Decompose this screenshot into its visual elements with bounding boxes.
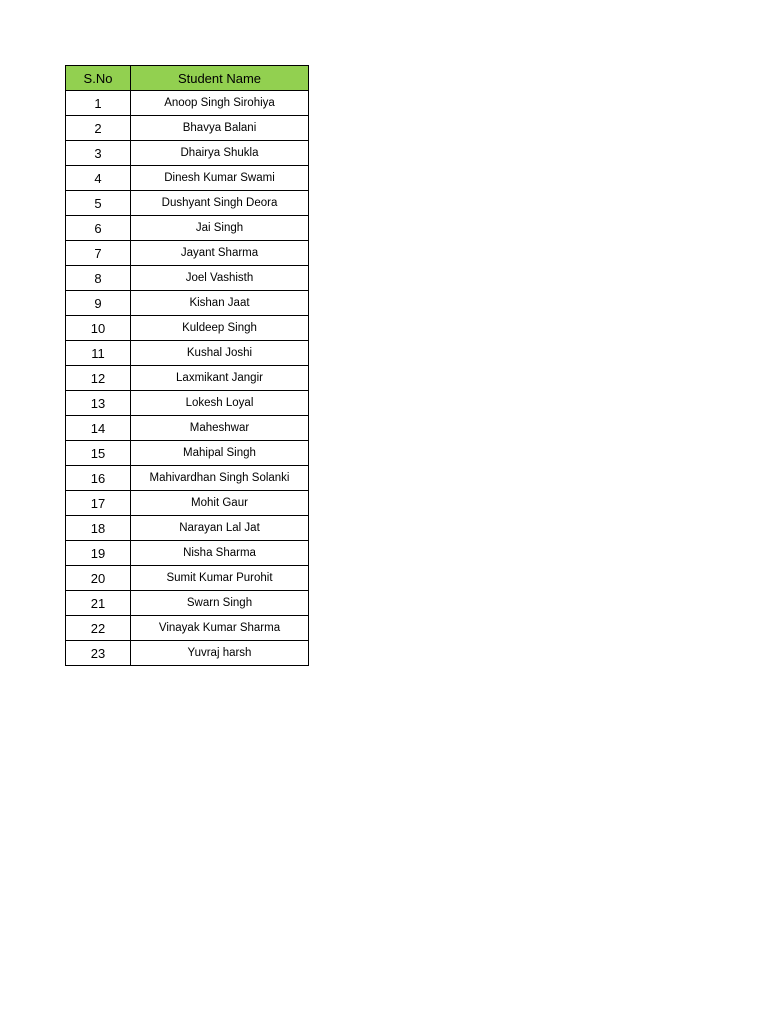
cell-sno: 11 — [66, 341, 131, 366]
table-row — [66, 591, 309, 616]
cell-sno: 14 — [66, 416, 131, 441]
table-row — [66, 341, 309, 366]
cell-student-name: Yuvraj harsh — [131, 641, 309, 666]
cell-sno: 10 — [66, 316, 131, 341]
table-row — [66, 491, 309, 516]
table-row — [66, 391, 309, 416]
cell-student-name: Joel Vashisth — [131, 266, 309, 291]
table-row — [66, 241, 309, 266]
table-row — [66, 516, 309, 541]
cell-sno: 22 — [66, 616, 131, 641]
cell-sno: 4 — [66, 166, 131, 191]
cell-sno: 21 — [66, 591, 131, 616]
table-row — [66, 441, 309, 466]
table-header-row — [66, 66, 309, 91]
table-row — [66, 191, 309, 216]
cell-student-name: Vinayak Kumar Sharma — [131, 616, 309, 641]
cell-sno: 19 — [66, 541, 131, 566]
table-row — [66, 291, 309, 316]
table-row — [66, 366, 309, 391]
table-row — [66, 316, 309, 341]
cell-student-name: Jai Singh — [131, 216, 309, 241]
cell-sno: 1 — [66, 91, 131, 116]
cell-student-name: Sumit Kumar Purohit — [131, 566, 309, 591]
cell-student-name: Nisha Sharma — [131, 541, 309, 566]
cell-sno: 8 — [66, 266, 131, 291]
cell-sno: 7 — [66, 241, 131, 266]
table-row — [66, 566, 309, 591]
table-body — [66, 91, 309, 666]
cell-student-name: Maheshwar — [131, 416, 309, 441]
header-sno: S.No — [66, 66, 131, 91]
cell-student-name: Dushyant Singh Deora — [131, 191, 309, 216]
cell-student-name: Kushal Joshi — [131, 341, 309, 366]
table-row — [66, 416, 309, 441]
table-row — [66, 616, 309, 641]
cell-student-name: Mahipal Singh — [131, 441, 309, 466]
cell-student-name: Dinesh Kumar Swami — [131, 166, 309, 191]
cell-sno: 3 — [66, 141, 131, 166]
cell-student-name: Jayant Sharma — [131, 241, 309, 266]
cell-student-name: Swarn Singh — [131, 591, 309, 616]
cell-sno: 13 — [66, 391, 131, 416]
table-row — [66, 466, 309, 491]
cell-student-name: Mohit Gaur — [131, 491, 309, 516]
cell-sno: 9 — [66, 291, 131, 316]
header-student-name: Student Name — [131, 66, 309, 91]
cell-student-name: Anoop Singh Sirohiya — [131, 91, 309, 116]
cell-student-name: Lokesh Loyal — [131, 391, 309, 416]
cell-student-name: Narayan Lal Jat — [131, 516, 309, 541]
cell-sno: 17 — [66, 491, 131, 516]
cell-student-name: Mahivardhan Singh Solanki — [131, 466, 309, 491]
cell-sno: 2 — [66, 116, 131, 141]
table-row — [66, 116, 309, 141]
table-row — [66, 91, 309, 116]
cell-student-name: Bhavya Balani — [131, 116, 309, 141]
table-row — [66, 216, 309, 241]
cell-sno: 5 — [66, 191, 131, 216]
cell-sno: 6 — [66, 216, 131, 241]
student-table — [65, 65, 309, 666]
cell-sno: 16 — [66, 466, 131, 491]
cell-student-name: Kishan Jaat — [131, 291, 309, 316]
cell-sno: 18 — [66, 516, 131, 541]
table-row — [66, 641, 309, 666]
cell-sno: 12 — [66, 366, 131, 391]
table-row — [66, 141, 309, 166]
table-row — [66, 166, 309, 191]
cell-student-name: Dhairya Shukla — [131, 141, 309, 166]
cell-student-name: Kuldeep Singh — [131, 316, 309, 341]
cell-sno: 20 — [66, 566, 131, 591]
cell-student-name: Laxmikant Jangir — [131, 366, 309, 391]
table-row — [66, 541, 309, 566]
cell-sno: 23 — [66, 641, 131, 666]
table-row — [66, 266, 309, 291]
cell-sno: 15 — [66, 441, 131, 466]
